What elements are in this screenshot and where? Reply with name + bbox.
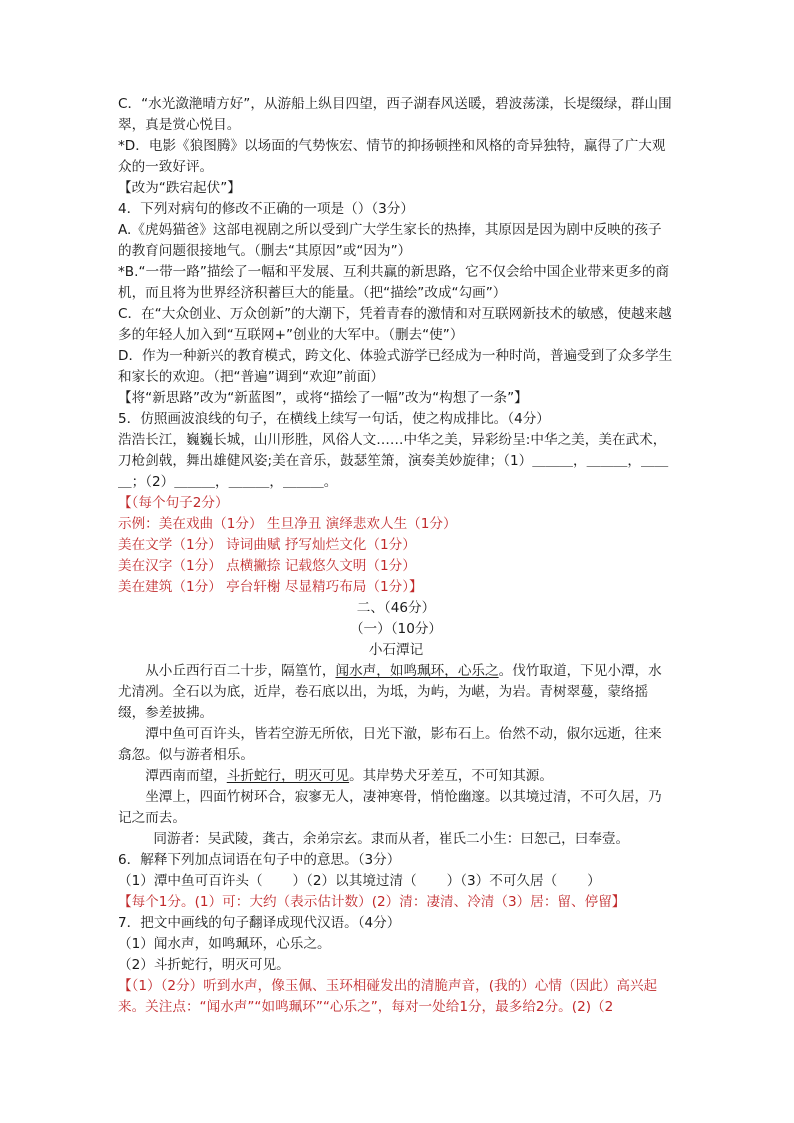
document-page bbox=[118, 94, 674, 1018]
q3-option-c: C．“水光潋滟晴方好”，从游船上纵目四望，西子湖春风送暖，碧波荡漾，长堤缀绿，群山围翠，真是赏心悦目。 bbox=[118, 96, 672, 133]
q5-stem: 5．仿照画波浪线的句子，在横线上续写一句话，使之构成排比。（4分） bbox=[118, 411, 550, 427]
q4-option-a: A.《虎妈猫爸》这部电视剧之所以受到广大学生家长的热捧，其原因是因为剧中反映的孩子的教育问题很接地气。（删去“其原因”或“因为”） bbox=[118, 222, 662, 259]
article-paragraph: 同游者：吴武陵，龚古，余弟宗玄。隶而从者，崔氏二小生：曰恕己，曰奉壹。 bbox=[153, 831, 630, 847]
q4-option-c: C．在“大众创业、万众创新”的大潮下，凭着青春的激情和对互联网新技术的敏感，使越来越多的年轻人加入到“互联网+”创业的大军中。（删去“使”） bbox=[118, 306, 672, 343]
section-title: 二、（46分） bbox=[356, 600, 436, 616]
text-span: 潭西南而望， bbox=[145, 768, 227, 784]
article-paragraph: 潭中鱼可百许头，皆若空游无所依，日光下澈，影布石上。佁然不动，俶尔远逝，往来翕忽。似与游者相乐。 bbox=[118, 726, 662, 763]
q4-stem: 4．下列对病句的修改不正确的一项是（）（3分） bbox=[118, 201, 414, 217]
q7-answer: 【（1）（2分）听到水声，像玉佩、玉环相碰发出的清脆声音，(我的）心情（因此）高兴起来。关注点：“闻水声”“如鸣珮环”“心乐之”，每对一处给1分，最多给2分。(2)（2 bbox=[118, 978, 658, 1015]
q7-line-2: （2）斗折蛇行，明灭可见。 bbox=[118, 957, 290, 973]
article-paragraph: 坐潭上，四面竹树环合，寂寥无人，凄神寒骨，悄怆幽邃。以其境过清，不可久居，乃记之而去。 bbox=[118, 789, 662, 826]
text-span: 。其岸势犬牙差互，不可知其源。 bbox=[349, 768, 553, 784]
text-span: 。伐竹取道，下见小潭，水尤清冽。全石以为底，近岸，卷石底以出，为坻，为屿，为嵁，为岩。青树翠蔓，蒙络摇缀，参差披拂。 bbox=[118, 663, 662, 721]
q3-answer: 【改为“跌宕起伏”】 bbox=[118, 180, 241, 196]
article-paragraph bbox=[118, 766, 674, 787]
q5-body: 浩浩长江，巍巍长城，山川形胜，风俗人文……中华之美，异彩纷呈:中华之美，美在武术，刀枪剑戟，舞出雄健风姿;美在音乐，鼓瑟笙箫，演奏美妙旋律；（1）＿＿＿，＿＿＿，＿＿＿；（2）＿＿＿，＿＿＿，＿＿＿。 bbox=[118, 432, 669, 490]
q5-answer-line: 美在建筑（1分） 亭台轩榭 尽显精巧布局（1分）】 bbox=[118, 579, 423, 595]
text-span: 从小丘西行百二十步，隔篁竹， bbox=[145, 663, 336, 679]
q4-option-d: D．作为一种新兴的教育模式，跨文化、体验式游学已经成为一种时尚，普遍受到了众多学生和家长的欢迎。（把“普遍”调到“欢迎”前面） bbox=[118, 348, 673, 385]
q6-answer: 【每个1分。(1）可：大约（表示估计数）(2）清：凄清、冷清（3）居：留、停留】 bbox=[118, 894, 626, 910]
q6-stem: 6．解释下列加点词语在句子中的意思。（3分） bbox=[118, 852, 401, 868]
text-span: ）（3）不可久居（ bbox=[446, 873, 558, 889]
text-span: ） bbox=[587, 873, 601, 889]
text-span: （1）潭中鱼可百许头（ bbox=[118, 873, 263, 889]
q4-option-b: *B.“一带一路”描绘了一幅和平发展、互利共赢的新思路，它不仅会给中国企业带来更多的商机，而且将为世界经济积蓄巨大的能量。（把“描绘”改成“勾画”） bbox=[118, 264, 670, 301]
text-span: ）（2）以其境过清（ bbox=[292, 873, 417, 889]
q5-answer-line: 美在文学（1分） 诗词曲赋 抒写灿烂文化（1分） bbox=[118, 537, 416, 553]
q4-answer: 【将“新思路”改为“新蓝图”，或将“描绘了一幅”改为“构想了一条”】 bbox=[118, 390, 528, 406]
subsection-title: （一）（10分） bbox=[349, 621, 443, 637]
underlined-sentence: 斗折蛇行，明灭可见 bbox=[226, 768, 350, 784]
q6-items bbox=[118, 871, 674, 892]
underlined-sentence: 闻水声，如鸣珮环，心乐之 bbox=[335, 663, 499, 679]
q5-answer-line: 美在汉字（1分） 点横撇捺 记载悠久文明（1分） bbox=[118, 558, 416, 574]
q5-answer-line: 【（每个句子2分） bbox=[118, 495, 229, 511]
q7-line-1: （1）闻水声，如鸣珮环，心乐之。 bbox=[118, 936, 331, 952]
article-paragraph bbox=[118, 661, 674, 724]
article-title: 小石潭记 bbox=[368, 642, 424, 658]
q5-answer-line: 示例：美在戏曲（1分） 生旦净丑 演绎悲欢人生（1分） bbox=[118, 516, 457, 532]
q7-stem: 7．把文中画线的句子翻译成现代汉语。（4分） bbox=[118, 915, 401, 931]
q3-option-d: *D．电影《狼图腾》以场面的气势恢宏、情节的抑扬顿挫和风格的奇异独特，赢得了广大观众的一致好评。 bbox=[118, 138, 666, 175]
